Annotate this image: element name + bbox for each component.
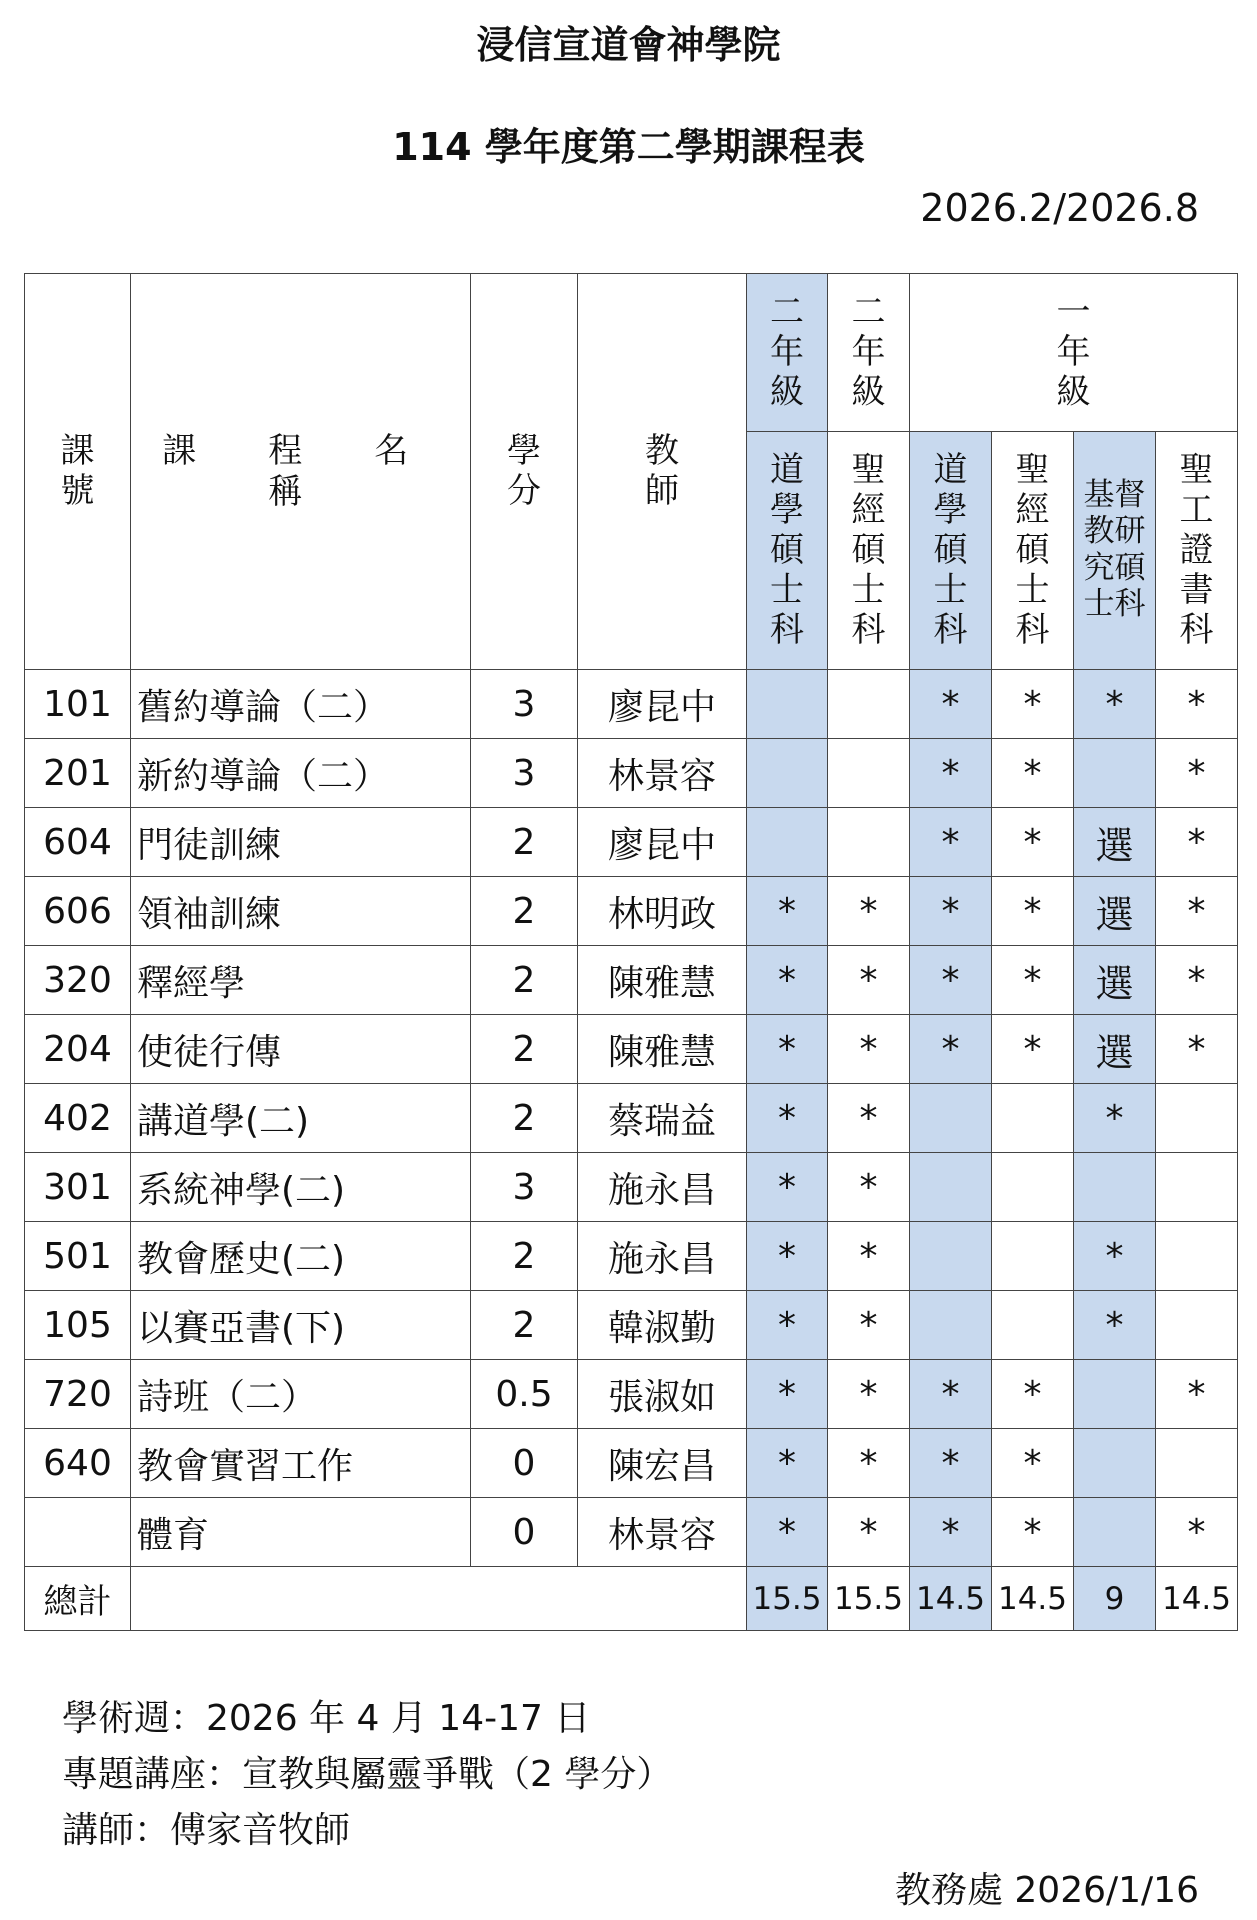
program-mark: *	[992, 946, 1074, 1015]
program-mark: *	[828, 1498, 910, 1567]
program-mark: *	[1074, 1222, 1156, 1291]
course-row	[25, 946, 1238, 1015]
program-mark	[992, 1291, 1074, 1360]
course-teacher: 林明政	[578, 877, 747, 946]
program-mark: *	[828, 1429, 910, 1498]
header-year-group: 二年級	[747, 274, 828, 432]
course-row	[25, 739, 1238, 808]
course-credits: 2	[471, 877, 578, 946]
program-mark	[1156, 1429, 1238, 1498]
program-mark	[910, 1291, 992, 1360]
program-mark: 選	[1074, 877, 1156, 946]
program-mark	[992, 1222, 1074, 1291]
program-mark: *	[910, 1015, 992, 1084]
course-name: 詩班（二）	[131, 1360, 471, 1429]
program-mark: *	[992, 670, 1074, 739]
total-cell: 14.5	[910, 1567, 992, 1631]
course-code: 606	[25, 877, 131, 946]
program-mark: *	[910, 1498, 992, 1567]
program-mark: *	[747, 1429, 828, 1498]
program-mark	[1074, 1429, 1156, 1498]
total-label: 總計	[25, 1567, 131, 1631]
course-code: 604	[25, 808, 131, 877]
course-teacher: 蔡瑞益	[578, 1084, 747, 1153]
course-teacher: 韓淑勤	[578, 1291, 747, 1360]
course-teacher: 張淑如	[578, 1360, 747, 1429]
header-course-code: 課號	[25, 274, 131, 670]
course-name: 門徒訓練	[131, 808, 471, 877]
program-mark	[747, 808, 828, 877]
course-teacher: 陳宏昌	[578, 1429, 747, 1498]
course-name: 舊約導論（二）	[131, 670, 471, 739]
course-row	[25, 1429, 1238, 1498]
program-mark: *	[747, 1015, 828, 1084]
course-code: 501	[25, 1222, 131, 1291]
course-name: 新約導論（二）	[131, 739, 471, 808]
total-cell: 9	[1074, 1567, 1156, 1631]
course-credits: 0	[471, 1429, 578, 1498]
program-mark: *	[992, 1498, 1074, 1567]
course-code: 320	[25, 946, 131, 1015]
program-mark	[1074, 1360, 1156, 1429]
course-code: 105	[25, 1291, 131, 1360]
course-name: 以賽亞書(下)	[131, 1291, 471, 1360]
course-credits: 3	[471, 739, 578, 808]
course-name: 教會歷史(二)	[131, 1222, 471, 1291]
program-mark: *	[747, 1360, 828, 1429]
header-program: 道學碩士科	[747, 432, 828, 670]
header-year-group: 二年級	[828, 274, 910, 432]
program-mark: *	[1156, 1015, 1238, 1084]
total-blank	[131, 1567, 747, 1631]
header-program: 聖經碩士科	[828, 432, 910, 670]
program-mark: *	[1156, 877, 1238, 946]
course-row	[25, 1153, 1238, 1222]
course-row	[25, 1222, 1238, 1291]
course-row	[25, 808, 1238, 877]
program-mark: *	[828, 877, 910, 946]
program-mark: *	[910, 1360, 992, 1429]
issuer-date: 教務處 2026/1/16	[894, 1870, 1199, 1911]
program-mark: *	[1074, 670, 1156, 739]
program-mark: *	[910, 739, 992, 808]
total-cell: 15.5	[747, 1567, 828, 1631]
program-mark	[1156, 1153, 1238, 1222]
header-course-name: 課 程 名 稱	[131, 274, 471, 670]
program-mark: *	[1156, 808, 1238, 877]
program-mark: *	[828, 946, 910, 1015]
course-name: 教會實習工作	[131, 1429, 471, 1498]
program-mark: *	[992, 1429, 1074, 1498]
total-cell: 14.5	[992, 1567, 1074, 1631]
course-teacher: 林景容	[578, 1498, 747, 1567]
program-mark: *	[1156, 1360, 1238, 1429]
program-mark	[910, 1084, 992, 1153]
program-mark: *	[992, 808, 1074, 877]
total-cell: 14.5	[1156, 1567, 1238, 1631]
program-mark	[1074, 1498, 1156, 1567]
course-credits: 2	[471, 1015, 578, 1084]
course-credits: 2	[471, 946, 578, 1015]
speaker-note: 講師：傅家音牧師	[62, 1810, 351, 1851]
program-mark: *	[747, 1291, 828, 1360]
header-teacher: 教師	[578, 274, 747, 670]
course-row	[25, 670, 1238, 739]
course-credits: 3	[471, 670, 578, 739]
course-row	[25, 877, 1238, 946]
program-mark: *	[910, 808, 992, 877]
course-code: 640	[25, 1429, 131, 1498]
course-code: 402	[25, 1084, 131, 1153]
course-code: 204	[25, 1015, 131, 1084]
course-name: 系統神學(二)	[131, 1153, 471, 1222]
course-code: 201	[25, 739, 131, 808]
course-name: 使徒行傳	[131, 1015, 471, 1084]
course-code: 301	[25, 1153, 131, 1222]
program-mark	[910, 1222, 992, 1291]
course-name: 釋經學	[131, 946, 471, 1015]
program-mark: *	[747, 1498, 828, 1567]
course-credits: 2	[471, 1222, 578, 1291]
course-credits: 3	[471, 1153, 578, 1222]
course-teacher: 施永昌	[578, 1153, 747, 1222]
program-mark	[1156, 1291, 1238, 1360]
program-mark: *	[910, 946, 992, 1015]
program-mark	[747, 670, 828, 739]
program-mark	[747, 739, 828, 808]
program-mark: *	[828, 1360, 910, 1429]
program-mark	[1156, 1084, 1238, 1153]
program-mark: *	[828, 1015, 910, 1084]
program-mark: *	[747, 877, 828, 946]
schedule-title: 114 學年度第二學期課程表	[392, 125, 865, 169]
program-mark: *	[992, 877, 1074, 946]
program-mark	[910, 1153, 992, 1222]
program-mark	[828, 808, 910, 877]
course-teacher: 陳雅慧	[578, 946, 747, 1015]
course-credits: 2	[471, 1084, 578, 1153]
institution-name: 浸信宣道會神學院	[476, 23, 781, 67]
course-name: 講道學(二)	[131, 1084, 471, 1153]
course-name: 領袖訓練	[131, 877, 471, 946]
course-name: 體育	[131, 1498, 471, 1567]
program-mark	[1074, 739, 1156, 808]
header-program: 聖經碩士科	[992, 432, 1074, 670]
header-credits: 學分	[471, 274, 578, 670]
course-teacher: 施永昌	[578, 1222, 747, 1291]
course-schedule-table	[24, 273, 1238, 1631]
program-mark	[992, 1153, 1074, 1222]
program-mark: 選	[1074, 808, 1156, 877]
program-mark: *	[1156, 670, 1238, 739]
program-mark: *	[1074, 1291, 1156, 1360]
course-teacher: 林景容	[578, 739, 747, 808]
course-teacher: 陳雅慧	[578, 1015, 747, 1084]
program-mark: *	[747, 1222, 828, 1291]
program-mark: *	[910, 1429, 992, 1498]
course-row	[25, 1498, 1238, 1567]
program-mark: *	[828, 1153, 910, 1222]
program-mark: *	[828, 1084, 910, 1153]
header-year-group: 一年級	[910, 274, 1238, 432]
header-program: 聖工證書科	[1156, 432, 1238, 670]
program-mark: 選	[1074, 946, 1156, 1015]
course-row	[25, 1291, 1238, 1360]
course-credits: 2	[471, 1291, 578, 1360]
program-mark: 選	[1074, 1015, 1156, 1084]
program-mark: *	[992, 739, 1074, 808]
program-mark	[828, 670, 910, 739]
program-mark: *	[910, 877, 992, 946]
course-row	[25, 1015, 1238, 1084]
schedule-period: 2026.2/2026.8	[920, 186, 1199, 230]
course-teacher: 廖昆中	[578, 808, 747, 877]
total-cell: 15.5	[828, 1567, 910, 1631]
program-mark	[1074, 1153, 1156, 1222]
course-credits: 0.5	[471, 1360, 578, 1429]
program-mark	[1156, 1222, 1238, 1291]
course-code: 720	[25, 1360, 131, 1429]
program-mark: *	[1074, 1084, 1156, 1153]
header-program: 道學碩士科	[910, 432, 992, 670]
academic-week-note: 學術週：2026 年 4 月 14-17 日	[62, 1698, 591, 1739]
program-mark	[828, 739, 910, 808]
program-mark: *	[1156, 739, 1238, 808]
program-mark: *	[1156, 1498, 1238, 1567]
seminar-note: 專題講座：宣教與屬靈爭戰（2 學分）	[62, 1754, 673, 1795]
program-mark: *	[828, 1222, 910, 1291]
program-mark: *	[747, 1153, 828, 1222]
header-program: 基督教研究碩士科	[1074, 432, 1156, 670]
program-mark	[992, 1084, 1074, 1153]
course-credits: 0	[471, 1498, 578, 1567]
program-mark: *	[992, 1015, 1074, 1084]
course-row	[25, 1084, 1238, 1153]
course-credits: 2	[471, 808, 578, 877]
course-teacher: 廖昆中	[578, 670, 747, 739]
program-mark: *	[910, 670, 992, 739]
course-code	[25, 1498, 131, 1567]
program-mark: *	[747, 1084, 828, 1153]
course-row	[25, 1360, 1238, 1429]
course-code: 101	[25, 670, 131, 739]
program-mark: *	[747, 946, 828, 1015]
program-mark: *	[828, 1291, 910, 1360]
program-mark: *	[1156, 946, 1238, 1015]
program-mark: *	[992, 1360, 1074, 1429]
